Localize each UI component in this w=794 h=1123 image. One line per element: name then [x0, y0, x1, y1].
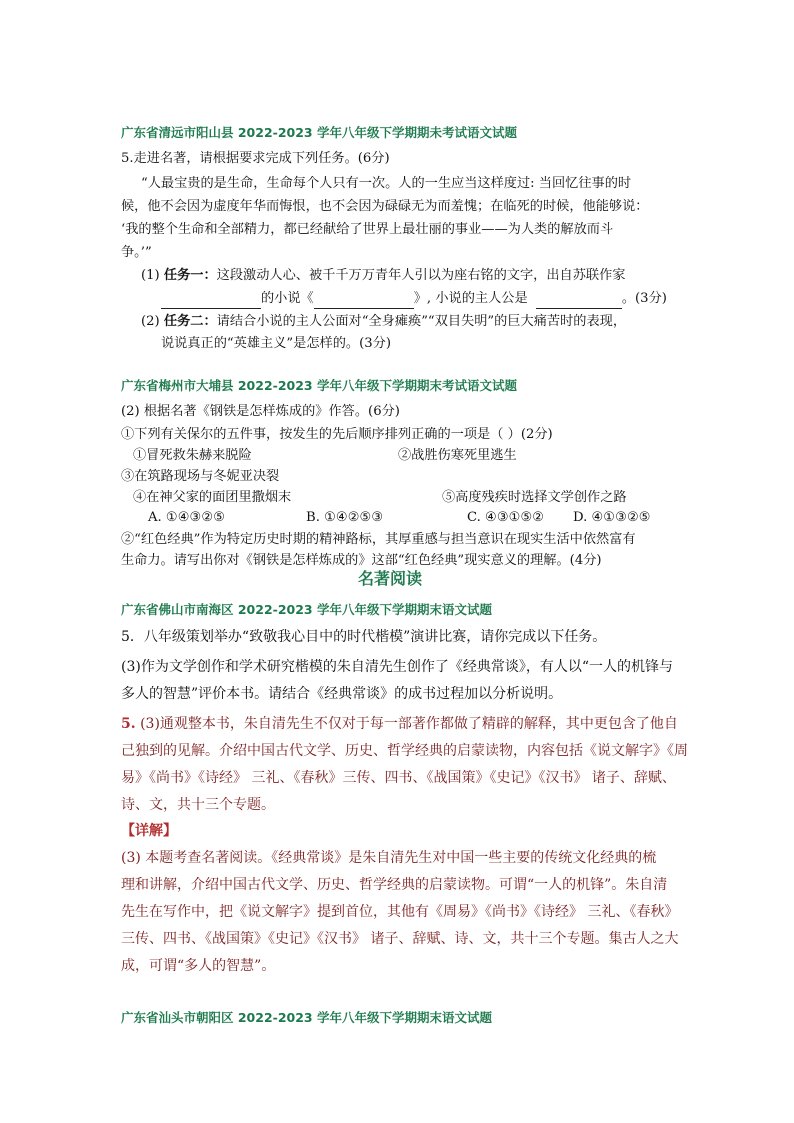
quote-line: ‘我的整个生命和全部精力，都已经献给了世界上最壮丽的事业——为人类的解放而斗	[121, 222, 614, 237]
option-a[interactable]: A. ①④③②⑤	[148, 510, 226, 525]
task-text: 请结合小说的主人公面对“全身瘫痪”“双目失明”的巨大痛苦时的表现，	[216, 314, 627, 329]
task-label: 任务二：	[163, 314, 217, 329]
event-item: ③在筑路现场与冬妮亚决裂	[121, 469, 280, 484]
option-b[interactable]: B. ①④②⑤③	[306, 510, 384, 525]
source-heading-foshan: 广东省佛山市南海区 2022-2023 学年八年级下学期期末语文试题	[121, 602, 492, 617]
question-title: 5.走进名著，请根据要求完成下列任务。(6分)	[121, 151, 390, 166]
sub-question: ①下列有关保尔的五件事，按发生的先后顺序排列正确的一项是（ ）(2分)	[121, 427, 553, 442]
task-label: 任务一：	[163, 268, 217, 283]
quote-line: 候，他不会因为虚度年华而悔恨，也不会因为碌碌无为而羞愧；在临死的时候，他能够说：	[121, 199, 649, 214]
task-one-line2	[161, 289, 667, 309]
answer-line	[121, 713, 678, 733]
author-answer-blank[interactable]	[161, 294, 261, 309]
source-heading-shantou: 广东省汕头市朝阳区 2022-2023 学年八年级下学期期末语文试题	[121, 1010, 492, 1025]
section-title: 名著阅读	[358, 569, 423, 588]
answer-line: 易》《尚书》《诗经》 三礼、《春秋》三传、四书、《战国策》《史记》《汉书》 诸子、辞赋、	[121, 770, 676, 786]
question-title: 5．八年级策划举办“致敬我心目中的时代楷模”演讲比赛，请你完成以下任务。	[121, 629, 607, 645]
detail-line: (3) 本题考查名著阅读。《经典常谈》是朱自清先生对中国一些主要的传统文化经典的梳	[121, 850, 657, 866]
sub-question: 生命力。请写出你对《钢铁是怎样炼成的》这部“红色经典”现实意义的理解。(4分)	[121, 553, 602, 568]
sub-question: (3)作为文学创作和学术研究楷模的朱自清先生创作了《经典常谈》，有人以“一人的机锋与	[121, 659, 673, 675]
option-c[interactable]: C. ④③①⑤②	[467, 510, 545, 525]
answer-number: 5.	[121, 716, 136, 732]
task-text: 》, 小说的主人公是	[413, 291, 528, 306]
detail-line: 三传、四书、《战国策》《史记》《汉书》 诸子、辞赋、诗、文，共十三个专题。集古人之大	[121, 931, 679, 947]
event-item: ①冒死救朱赫来脱险	[133, 448, 252, 463]
answer-line: 己独到的见解。介绍中国古代文学、历史、哲学经典的启蒙读物，内容包括《说文解字》《周	[121, 743, 688, 759]
option-d[interactable]: D. ④①③②⑤	[573, 510, 651, 525]
quote-line: 争。’”	[121, 245, 152, 260]
event-item: ②战胜伤寒死里逃生	[398, 448, 517, 463]
novel-answer-blank[interactable]	[314, 294, 414, 309]
source-heading-meizhou: 广东省梅州市大埔县 2022-2023 学年八年级下学期期末考试语文试题	[121, 378, 517, 393]
task-text: 。(3分)	[621, 291, 667, 306]
question-title: (2) 根据名著《钢铁是怎样炼成的》作答。(6分)	[121, 404, 400, 419]
protagonist-answer-blank[interactable]	[536, 294, 622, 309]
task-number: (1)	[141, 268, 160, 283]
task-number: (2)	[141, 314, 160, 329]
task-two	[141, 312, 626, 332]
sub-question: 多人的智慧”评价本书。请结合《经典常谈》的成书过程加以分析说明。	[121, 686, 563, 702]
quote-line: “人最宝贵的是生命，生命每个人只有一次。人的一生应当这样度过: 当回忆往事的时	[141, 176, 632, 191]
detail-line: 先生在写作中，把《说文解字》提到首位，其他有《周易》《尚书》《诗经》 三礼、《春秋》	[121, 904, 679, 920]
task-one	[141, 266, 625, 286]
event-item: ④在神父家的面团里撒烟末	[133, 490, 292, 505]
answer-line: 诗、文，共十三个专题。	[121, 797, 275, 813]
sub-question: ②“红色经典”作为特定历史时期的精神路标，其厚重感与担当意识在现实生活中依然富有	[121, 532, 636, 547]
detail-line: 理和讲解，介绍中国古代文学、历史、哲学经典的启蒙读物。可谓“一人的机锋”。朱自清	[121, 877, 668, 893]
detail-label: 【详解】	[121, 823, 177, 839]
task-text: 说说真正的“英雄主义”是怎样的。(3分)	[161, 336, 391, 351]
answer-text: (3)通观整本书，朱自清先生不仅对于每一部著作都做了精辟的解释，其中更包含了他自	[135, 716, 678, 732]
task-text: 的小说《	[261, 291, 314, 306]
source-heading-qingyuan: 广东省清远市阳山县 2022-2023 学年八年级下学期期未考试语文试题	[121, 125, 517, 140]
task-text: 这段激动人心、被千千万万青年人引以为座右铭的文字，出自苏联作家	[216, 268, 626, 283]
event-item: ⑤高度残疾时选择文学创作之路	[442, 490, 627, 505]
detail-line: 成，可谓“多人的智慧”。	[121, 958, 276, 974]
